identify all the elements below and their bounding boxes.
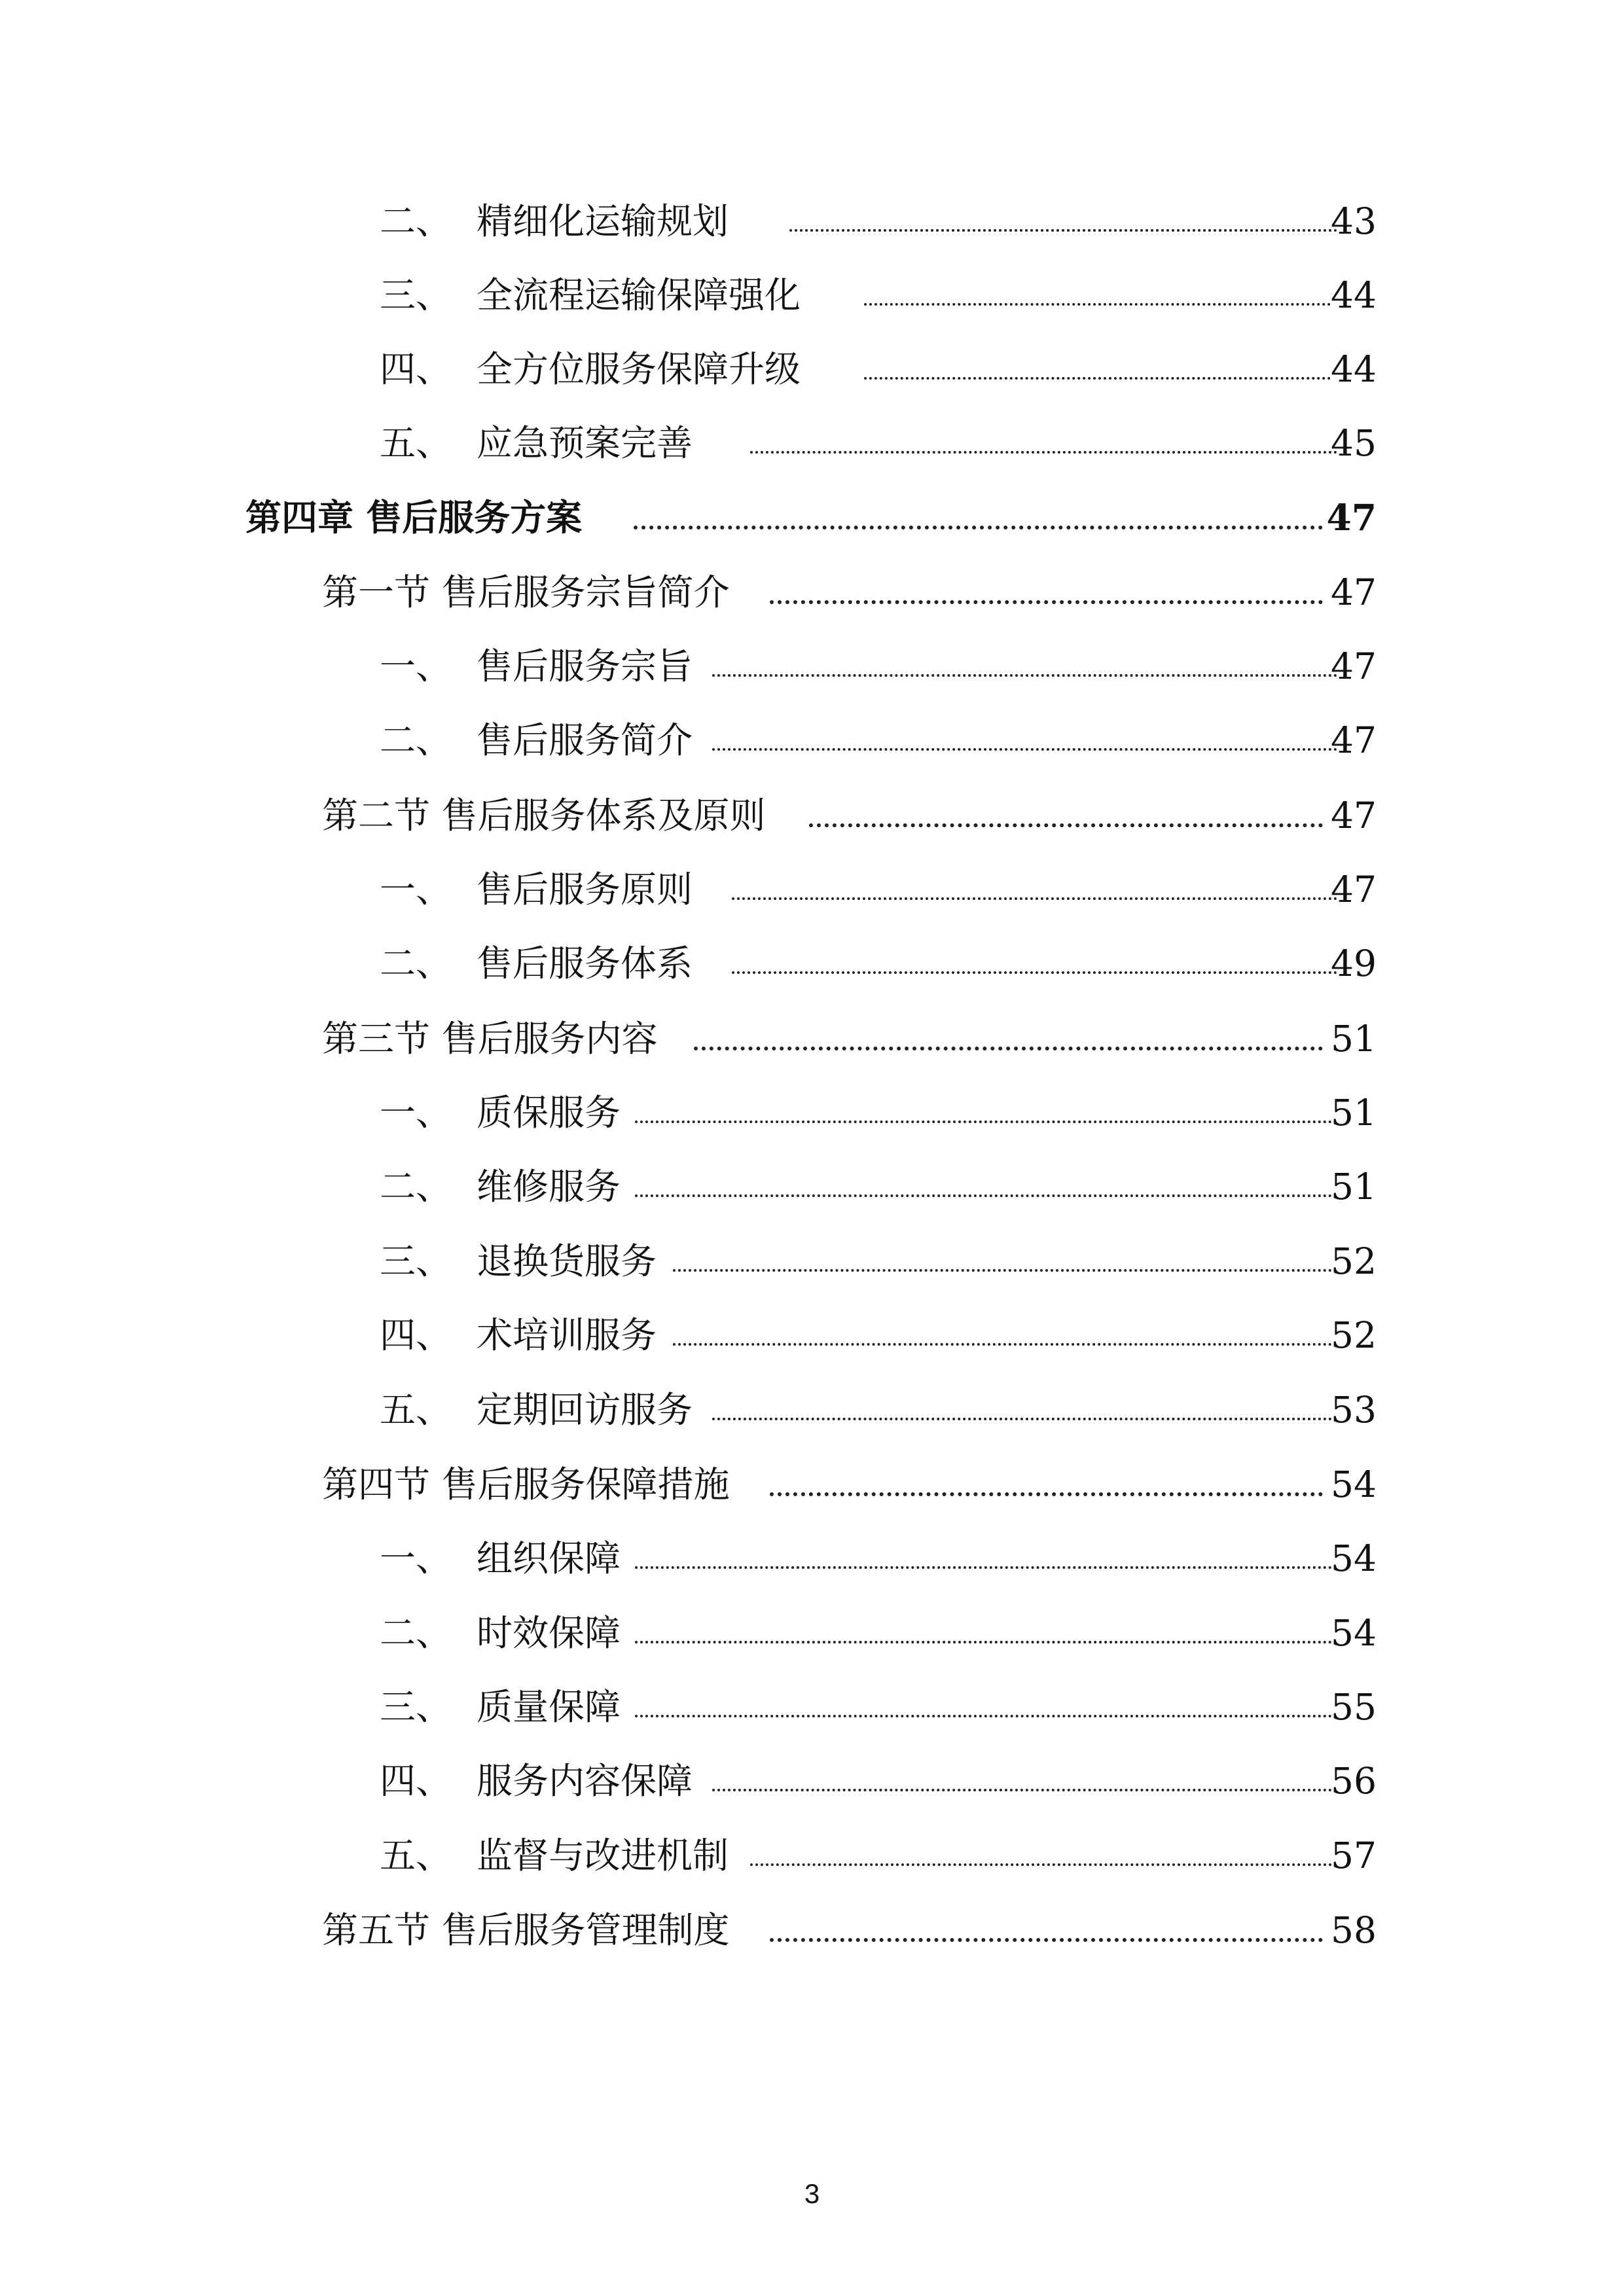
toc-leader-dots	[770, 1938, 1323, 1942]
toc-page-number: 47	[1331, 869, 1377, 910]
toc-entry[interactable]	[0, 417, 1624, 469]
toc-section-label: 第一节 售后服务宗旨简介	[322, 571, 730, 613]
toc-entry-title: 售后服务体系	[477, 942, 693, 984]
toc-leader-dots	[635, 1715, 1337, 1717]
toc-page-number: 58	[1331, 1909, 1377, 1951]
toc-entry[interactable]	[0, 863, 1624, 916]
toc-page-number: 43	[1331, 200, 1377, 242]
toc-page-number: 44	[1331, 274, 1377, 316]
toc-entry[interactable]	[0, 1829, 1624, 1882]
toc-entry-number: 五、	[380, 1835, 452, 1876]
toc-entry[interactable]	[0, 269, 1624, 321]
toc-leader-dots	[712, 1418, 1337, 1420]
toc-entry-title: 退换货服务	[477, 1240, 657, 1282]
toc-chapter-label: 第四章 售后服务方案	[245, 496, 583, 539]
toc-entry-number: 四、	[380, 348, 452, 390]
toc-leader-dots	[673, 1343, 1337, 1346]
toc-entry[interactable]	[0, 1532, 1624, 1585]
toc-section-label: 第五节 售后服务管理制度	[322, 1909, 730, 1951]
toc-page-number: 51	[1331, 1018, 1377, 1060]
toc-section-label: 第四节 售后服务保障措施	[322, 1463, 730, 1505]
toc-entry[interactable]	[0, 1086, 1624, 1139]
toc-entry-number: 四、	[380, 1314, 452, 1356]
toc-page-number: 49	[1331, 942, 1377, 984]
toc-entry-title: 售后服务宗旨	[477, 645, 693, 687]
toc-page-number: 54	[1331, 1612, 1377, 1654]
toc-section-entry[interactable]	[0, 1458, 1624, 1511]
toc-entry-number: 五、	[380, 1389, 452, 1431]
toc-section-entry[interactable]	[0, 1013, 1624, 1065]
toc-leader-dots	[712, 674, 1337, 677]
toc-entry-title: 质保服务	[477, 1092, 621, 1134]
toc-entry[interactable]	[0, 1160, 1624, 1213]
toc-entry-number: 二、	[380, 942, 452, 984]
toc-leader-dots	[789, 229, 1337, 232]
toc-page-number: 44	[1331, 348, 1377, 390]
toc-page-number: 47	[1331, 645, 1377, 687]
toc-entry-number: 一、	[380, 1092, 452, 1134]
toc-entry-title: 全流程运输保障强化	[477, 274, 801, 316]
toc-leader-dots	[809, 823, 1323, 827]
toc-page-number: 54	[1331, 1537, 1377, 1579]
toc-entry[interactable]	[0, 640, 1624, 692]
toc-section-entry[interactable]	[0, 566, 1624, 619]
toc-entry[interactable]	[0, 1309, 1624, 1361]
toc-leader-dots	[750, 1863, 1337, 1866]
toc-entry-number: 四、	[380, 1760, 452, 1802]
toc-leader-dots	[673, 1269, 1337, 1272]
toc-page-number: 52	[1331, 1314, 1377, 1356]
toc-page-number: 47	[1331, 795, 1377, 836]
toc-leader-dots	[732, 897, 1337, 900]
toc-entry-title: 维修服务	[477, 1166, 621, 1208]
toc-entry-number: 一、	[380, 645, 452, 687]
toc-entry-title: 应急预案完善	[477, 422, 693, 464]
toc-entry[interactable]	[0, 195, 1624, 247]
toc-leader-dots	[712, 748, 1337, 751]
toc-leader-dots	[694, 1047, 1323, 1050]
toc-entry-title: 质量保障	[477, 1686, 621, 1728]
toc-page-number: 51	[1331, 1092, 1377, 1134]
toc-section-entry[interactable]	[0, 789, 1624, 842]
toc-leader-dots	[770, 600, 1323, 604]
toc-page-number: 45	[1331, 422, 1377, 464]
toc-entry-title: 售后服务原则	[477, 869, 693, 910]
toc-entry-number: 二、	[380, 1166, 452, 1208]
toc-entry-title: 全方位服务保障升级	[477, 348, 801, 390]
toc-page-number: 54	[1331, 1463, 1377, 1505]
toc-page-number: 47	[1331, 571, 1377, 613]
toc-page-number: 57	[1331, 1835, 1377, 1876]
toc-entry-title: 术培训服务	[477, 1314, 657, 1356]
toc-entry-title: 定期回访服务	[477, 1389, 693, 1431]
toc-entry-title: 时效保障	[477, 1612, 621, 1654]
toc-leader-dots	[732, 971, 1337, 974]
toc-leader-dots	[635, 1194, 1337, 1197]
toc-page-number: 47	[1331, 719, 1377, 761]
toc-page-number: 47	[1326, 496, 1377, 539]
toc-leader-dots	[635, 1121, 1337, 1123]
toc-entry-number: 三、	[380, 274, 452, 316]
toc-entry[interactable]	[0, 343, 1624, 395]
toc-page-number: 56	[1331, 1760, 1377, 1802]
toc-entry[interactable]	[0, 1235, 1624, 1287]
toc-entry-title: 组织保障	[477, 1537, 621, 1579]
toc-entry-number: 二、	[380, 1612, 452, 1654]
toc-chapter-entry[interactable]	[0, 492, 1624, 544]
toc-leader-dots	[750, 451, 1337, 454]
toc-entry-number: 二、	[380, 719, 452, 761]
toc-entry[interactable]	[0, 714, 1624, 766]
toc-leader-dots	[770, 1492, 1323, 1496]
toc-section-label: 第二节 售后服务体系及原则	[322, 795, 766, 836]
toc-entry-number: 五、	[380, 422, 452, 464]
toc-entry-number: 三、	[380, 1240, 452, 1282]
toc-page-number: 55	[1331, 1686, 1377, 1728]
toc-entry-number: 一、	[380, 869, 452, 910]
toc-entry-title: 服务内容保障	[477, 1760, 693, 1802]
toc-entry[interactable]	[0, 1607, 1624, 1659]
toc-entry[interactable]	[0, 1755, 1624, 1807]
toc-entry[interactable]	[0, 937, 1624, 990]
toc-entry[interactable]	[0, 1384, 1624, 1436]
toc-entry-number: 三、	[380, 1686, 452, 1728]
toc-section-entry[interactable]	[0, 1904, 1624, 1956]
toc-entry-title: 精细化运输规划	[477, 200, 729, 242]
toc-entry-title: 监督与改进机制	[477, 1835, 729, 1876]
toc-entry-title: 售后服务简介	[477, 719, 693, 761]
toc-leader-dots	[635, 1641, 1337, 1643]
toc-leader-dots	[864, 303, 1331, 306]
page-number: 3	[804, 2178, 820, 2209]
toc-leader-dots	[864, 377, 1331, 380]
toc-leader-dots	[634, 526, 1323, 529]
toc-entry[interactable]	[0, 1681, 1624, 1733]
toc-page-number: 51	[1331, 1166, 1377, 1208]
toc-entry-number: 一、	[380, 1537, 452, 1579]
toc-leader-dots	[712, 1789, 1337, 1791]
toc-entry-number: 二、	[380, 200, 452, 242]
toc-page-number: 53	[1331, 1389, 1377, 1431]
toc-section-label: 第三节 售后服务内容	[322, 1018, 658, 1060]
toc-leader-dots	[635, 1566, 1337, 1569]
toc-page-number: 52	[1331, 1240, 1377, 1282]
